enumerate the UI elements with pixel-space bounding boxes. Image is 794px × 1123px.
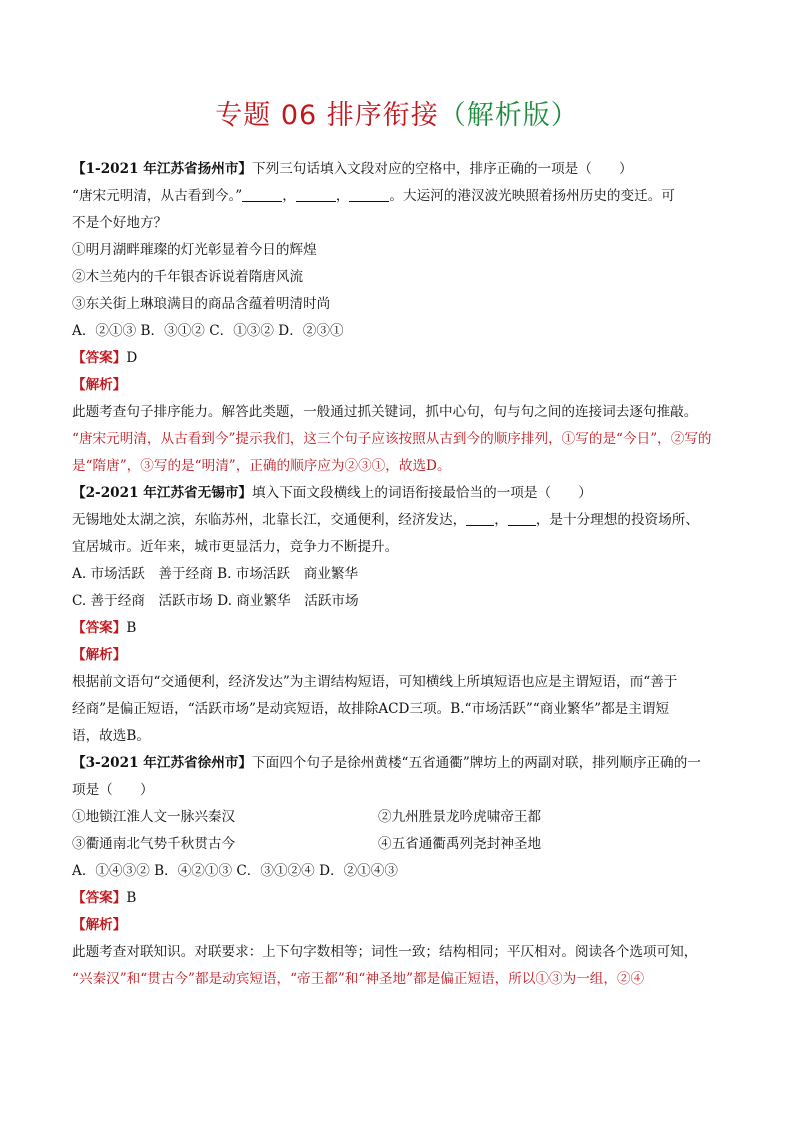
q1-head: 【1-2021 年江苏省扬州市】 <box>72 161 253 177</box>
q1-analysis-3: 是“隋唐”，③写的是“明清”，正确的顺序应为②③①，故选D。 <box>72 458 451 474</box>
q2-stem <box>72 480 722 507</box>
answer-value: D <box>126 350 138 366</box>
q1-passage-line-2: 不是个好地方？ <box>72 215 168 231</box>
q1-options: A．②①③ B．③①② C．①③② D．②③① <box>72 323 344 339</box>
q1-sentence-3: ③东关街上琳琅满目的商品含蕴着明清时尚 <box>72 296 331 312</box>
answer-tag: 【答案】 <box>72 890 127 906</box>
answer-value: B <box>126 890 137 906</box>
q3-analysis-1: 此题考查对联知识。对联要求：上下句字数相等；词性一致；结构相同；平仄相对。阅读各个选项可知， <box>72 944 698 960</box>
q1-answer <box>72 345 722 372</box>
separator: ， <box>282 188 296 204</box>
q1-sentence-2: ②木兰苑内的千年银杏诉说着隋唐风流 <box>72 269 304 285</box>
q3-analysis-2: “兴秦汉”和“贯古今”都是动宾短语，“帝王都”和“神圣地”都是偏正短语，所以①③为一组，②④ <box>72 971 645 987</box>
q1-analysis-tag: 【解析】 <box>72 377 127 393</box>
answer-tag: 【答案】 <box>72 620 127 636</box>
answer-tag: 【答案】 <box>72 350 127 366</box>
q3-answer <box>72 885 722 912</box>
question-3 <box>72 750 722 993</box>
q3-sentences-row-2 <box>72 831 722 858</box>
page-title <box>72 96 722 136</box>
q2-analysis-2: 经商”是偏正短语，“活跃市场”是动宾短语，故排除ACD三项。B.“市场活跃”“商业繁华”都是主谓短 <box>72 701 670 717</box>
q2-options-2: C. 善于经商 活跃市场 D. 商业繁华 活跃市场 <box>72 593 359 609</box>
fill-blank <box>349 186 389 202</box>
question-2 <box>72 480 722 750</box>
q2-passage-text-end: ，是十分理想的投资场所、 <box>535 512 699 528</box>
q2-passage-text: 无锡地处太湖之滨，东临苏州，北靠长江，交通便利，经济发达， <box>72 512 467 528</box>
q1-analysis-1: 此题考查句子排序能力。解答此类题，一般通过抓关键词，抓中心句，句与句之间的连接词去逐句推敲。 <box>72 404 698 420</box>
q1-stem-text: 下列三句话填入文段对应的空格中，排序正确的一项是（ ） <box>252 161 633 177</box>
separator: ， <box>335 188 350 204</box>
question-1 <box>72 156 722 480</box>
q2-passage-line-2: 宜居城市。近年来，城市更显活力，竞争力不断提升。 <box>72 539 399 555</box>
q2-analysis-3: 语，故选B。 <box>72 728 150 744</box>
fill-blank <box>508 510 536 526</box>
q1-stem <box>72 156 722 183</box>
q3-stem-text: 下面四个句子是徐州黄楼“五省通衢”牌坊上的两副对联，排列顺序正确的一 <box>252 755 701 771</box>
q3-head: 【3-2021 年江苏省徐州市】 <box>72 755 253 771</box>
q2-options-1: A. 市场活跃 善于经商 B. 市场活跃 商业繁华 <box>72 566 359 582</box>
q2-analysis-1: 根据前文语句“交通便利，经济发达”为主谓结构短语，可知横线上所填短语也应是主谓短语，而“善于 <box>72 674 678 690</box>
q1-sentence-1: ①明月湖畔璀璨的灯光彰显着今日的辉煌 <box>72 242 317 258</box>
q2-passage-line-1 <box>72 507 722 534</box>
q3-sentence-1: ①地锁江淮人文一脉兴秦汉 <box>72 809 236 825</box>
title-main: 专题 06 排序衔接 <box>215 100 439 131</box>
q1-passage-line-1 <box>72 183 722 210</box>
q3-stem-2: 项是（ ） <box>72 782 154 798</box>
q1-passage-text: 。大运河的港汊波光映照着扬州历史的变迁。可 <box>389 188 675 204</box>
answer-value: B <box>126 620 137 636</box>
q2-answer <box>72 615 722 642</box>
fill-blank <box>466 510 494 526</box>
q1-passage-quote: “唐宋元明清，从古看到今。” <box>72 188 243 204</box>
q2-stem-text: 填入下面文段横线上的词语衔接最恰当的一项是（ ） <box>252 485 592 501</box>
q2-analysis-tag: 【解析】 <box>72 647 127 663</box>
q3-sentences-row-1 <box>72 804 722 831</box>
q3-options: A．①④③② B．④②①③ C．③①②④ D．②①④③ <box>72 863 398 879</box>
q3-analysis-tag: 【解析】 <box>72 917 127 933</box>
document-page <box>72 96 722 993</box>
q3-stem <box>72 750 722 777</box>
q3-sentence-3: ③衢通南北气势千秋贯古今 <box>72 836 236 852</box>
title-sub: （解析版） <box>438 100 579 131</box>
q3-sentence-2: ②九州胜景龙吟虎啸帝王都 <box>378 809 542 825</box>
separator: ， <box>494 512 508 528</box>
fill-blank <box>296 186 336 202</box>
q1-analysis-2: “唐宋元明清，从古看到今”提示我们，这三个句子应该按照从古到今的顺序排列，①写的是“今日”，②写的 <box>72 431 712 447</box>
q3-sentence-4: ④五省通衢禹列尧封神圣地 <box>378 836 542 852</box>
q2-head: 【2-2021 年江苏省无锡市】 <box>72 485 253 501</box>
fill-blank <box>242 186 282 202</box>
